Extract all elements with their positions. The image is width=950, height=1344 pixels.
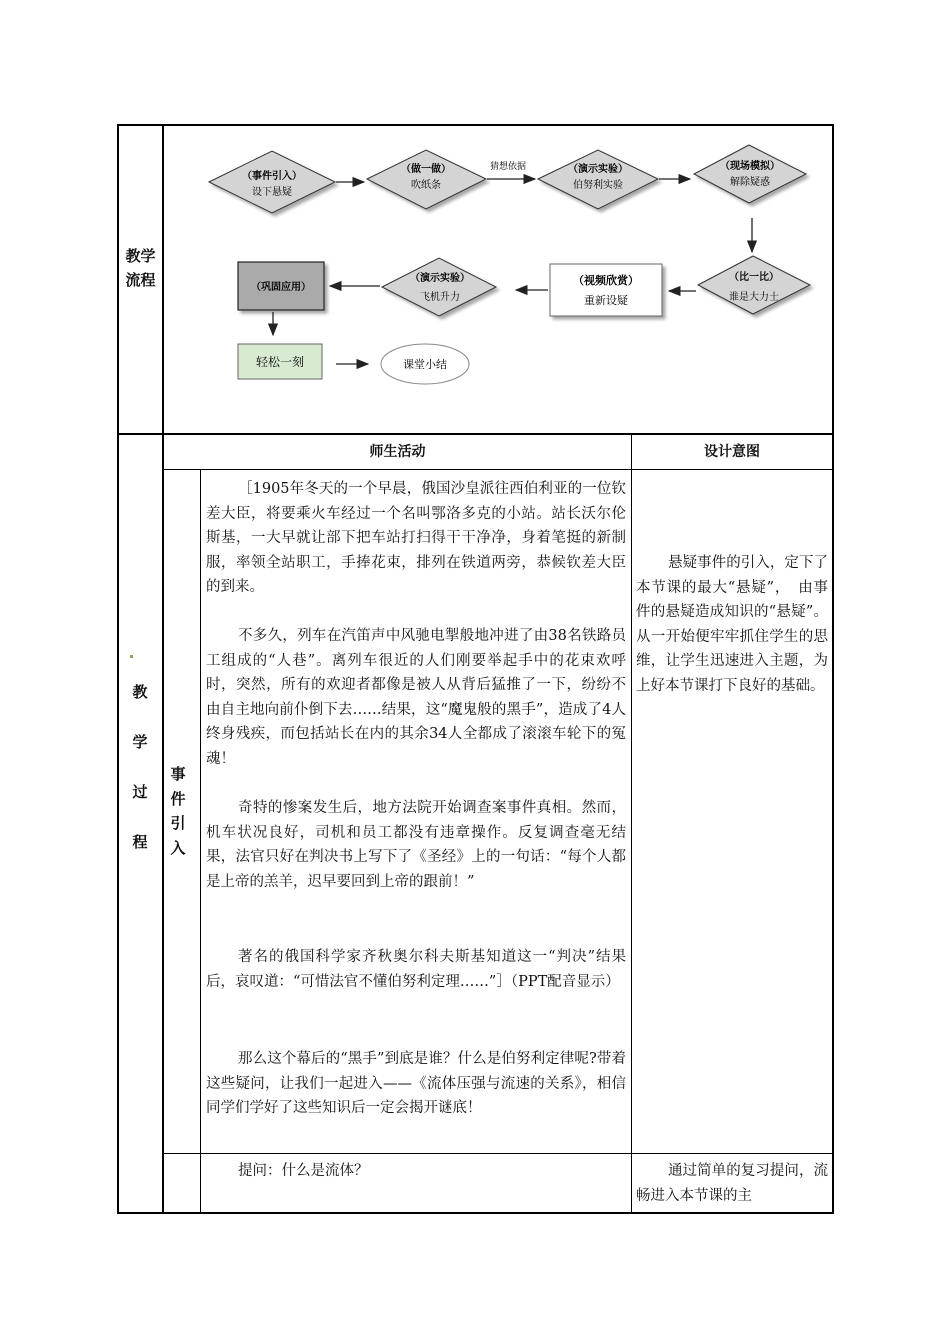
- flow-node-do-it-sub: 吹纸条: [411, 180, 441, 191]
- event-intro-label: [167, 762, 189, 860]
- flow-node-demo-lift-sub: 飞机升力: [420, 292, 460, 303]
- event-row-bottom-divider: [162, 1153, 834, 1154]
- flow-node-video-sub: 重新设疑: [584, 294, 628, 307]
- teaching-flowchart: [164, 126, 832, 433]
- flow-node-summary-label: 课堂小结: [403, 358, 447, 371]
- flow-edge-label-guess-basis: 猜想依据: [489, 162, 527, 172]
- event-intro-char-1: 事: [170, 765, 186, 783]
- flow-node-event-intro-sub: 设下悬疑: [252, 187, 292, 198]
- flow-node-scene-simulation-title: （现场模拟）: [720, 161, 780, 172]
- story-paragraph-5: 那么这个幕后的“黑手”到底是谁？什么是伯努利定律呢?带着这些疑问，让我们一起进入——《流体压强与流速的关系》，相信同学们学好了这些知识后一定会揭开谜底！: [206, 1051, 626, 1117]
- event-intro-char-2: 件: [170, 789, 186, 808]
- col-header-intent: 设计意图: [704, 444, 760, 460]
- flow-node-do-it-title: （做一做）: [401, 164, 451, 175]
- teaching-flow-label: [119, 244, 162, 292]
- table-bottom-border: [117, 1212, 834, 1214]
- teaching-process-char-2: 学: [132, 733, 148, 751]
- teaching-process-char-4: 程: [132, 833, 148, 851]
- story-paragraph-3: 奇特的惨案发生后，地方法院开始调查案事件真相。然而，机车状况良好，司机和员工都没有违章操作。反复调查毫无结果，法官只好在判决书上写下了《圣经》上的一句话：“每个人都是上帝的羔羊，迟早要回到上帝的跟前！”: [206, 800, 626, 890]
- flow-node-compare-title: （比一比）: [729, 272, 779, 283]
- teaching-process-char-1: 教: [132, 683, 148, 701]
- story-paragraph-4: 著名的俄国科学家齐秋奥尔科夫斯基知道这一“判决”结果后，哀叹道：“可惜法官不懂伯努利定理……”］（PPT配音显示）: [206, 949, 626, 990]
- flow-node-relax: [238, 344, 322, 379]
- sub-label-column-divider: [200, 469, 201, 1214]
- flow-node-demo-lift-title: （演示实验）: [410, 273, 470, 284]
- col-header-activity: 师生活动: [369, 444, 426, 460]
- flow-node-scene-simulation-sub: 解除疑惑: [730, 177, 770, 188]
- flow-node-event-intro: [209, 151, 335, 213]
- design-intent-event-intro: 悬疑事件的引入，定下了本节课的最大“悬疑”， 由事件的悬疑造成知识的“悬疑”。从一开始便牢牢抓住学生的思维，让学生迅速进入主题，为上好本节课打下良好的基础。: [636, 555, 828, 694]
- flow-node-relax-label: 轻松一刻: [255, 355, 305, 369]
- story-paragraph-2: 不多久，列车在汽笛声中风驰电掣般地冲进了由38名铁路员工组成的“人巷”。离列车很近的人们刚要举起手中的花束欢呼时，突然，所有的欢迎者都像是被人从背后猛推了一下，纷纷不由自主地向前仆倒下去……结果，这“魔鬼般的黑手”，造成了4人终身残疾，而包括站长在内的其余34人全都成了滚滚车轮下的冤魂！: [206, 628, 626, 767]
- flow-node-demo-bernoulli-title: （演示实验）: [568, 164, 628, 175]
- event-intro-char-4: 入: [170, 838, 186, 857]
- flow-node-summary: [381, 344, 469, 384]
- story-paragraph-1: ［1905年冬天的一个早晨，俄国沙皇派往西伯利亚的一位钦差大臣，将要乘火车经过一个名叫鄂洛多克的小站。站长沃尔伦斯基，一大早就让部下把车站打扫得干干净净，身着笔挺的新制服，率领全站职工，手捧花束，排列在铁道两旁，恭候钦差大臣的到来。: [206, 481, 626, 596]
- header-row-divider: [162, 469, 834, 470]
- row1-bottom-divider: [117, 433, 834, 435]
- teaching-flow-label-line2: 流程: [125, 271, 156, 289]
- event-intro-char-3: 引: [170, 814, 186, 832]
- intent-column-divider: [631, 433, 632, 1214]
- flow-node-demo-bernoulli-sub: 伯努利实验: [573, 180, 623, 191]
- teaching-process-char-3: 过: [132, 783, 148, 801]
- flow-node-video-title: （视频欣赏）: [573, 274, 639, 287]
- flow-node-compare-sub: 谁是大力士: [729, 292, 779, 303]
- flow-node-consolidation-title: （巩固应用）: [251, 282, 311, 293]
- flow-node-compare: [698, 256, 810, 314]
- question-what-is-fluid: 提问：什么是流体？: [238, 1163, 369, 1179]
- flow-node-scene-simulation: [694, 145, 806, 203]
- design-intent-review: 通过简单的复习提问，流畅进入本节课的主: [636, 1163, 828, 1204]
- teaching-process-label: [130, 667, 150, 867]
- flow-node-consolidation: [238, 262, 324, 310]
- teaching-flow-label-line1: 教学: [125, 247, 156, 265]
- flow-node-do-it: [367, 150, 486, 209]
- table-right-border: [832, 124, 834, 1214]
- flow-node-demo-bernoulli: [538, 150, 658, 209]
- flow-node-event-intro-title: （事件引入）: [242, 171, 302, 182]
- flow-node-demo-lift: [382, 258, 496, 316]
- green-dot-mark: [130, 655, 133, 658]
- flow-node-video: [550, 264, 662, 316]
